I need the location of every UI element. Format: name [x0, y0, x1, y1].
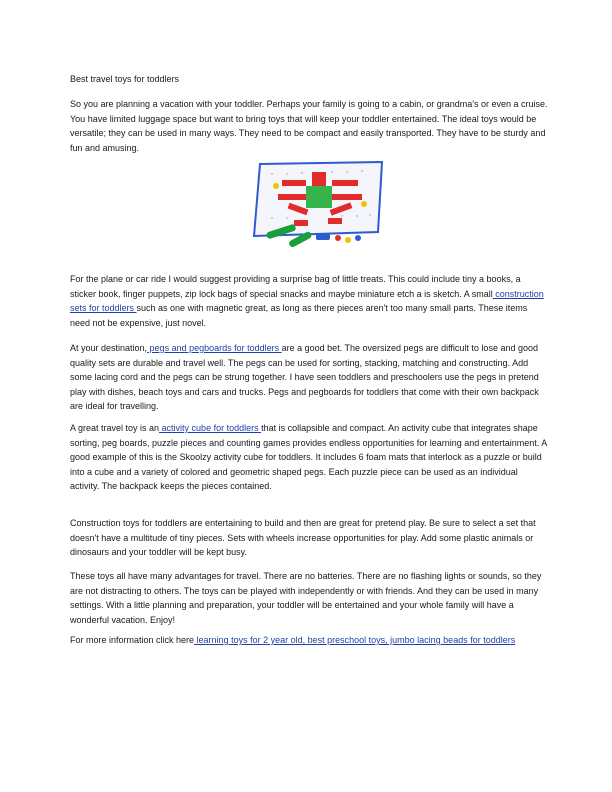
plane-paragraph — [70, 272, 548, 330]
pegboard-icon — [232, 158, 388, 258]
cube-paragraph — [70, 421, 548, 494]
page-title: Best travel toys for toddlers — [70, 74, 180, 84]
more-info-links[interactable]: learning toys for 2 year old, best preschool toys, jumbo lacing beads for toddlers — [194, 635, 516, 645]
destination-text-after: are a good bet. The oversized pegs are difficult to lose and good quality sets are durable and travel well. The pegs can be used for sorting, stacking, matching and constructing. Add some lacing cord and the pegs can be strung together. I have seen toddlers and preschoolers use the pegs in pretend play with dishes, beach toys and cars and trucks. Pegs and pegboards for toddlers that come with their own backpack are ideal for travelling. — [70, 343, 539, 411]
intro-paragraph: So you are planning a vacation with your toddler. Perhaps your family is going to a cabin, or grandma's or even a cruise. You have limited luggage space but want to bring toys that will keep your toddler entertained. The ideal toys would be versatile; they can be used in many ways. They need to be compact and easily transported. They have to be sturdy and fun and amusing. — [70, 99, 548, 153]
construction-sets-link[interactable]: construction sets for toddlers — [70, 288, 544, 313]
plane-text-before: For the plane or car ride I would suggest providing a surprise bag of little treats. This could include tiny a books, a sticker book, finger puppets, zip lock bags of special snacks and maybe miniature etch a is sketch. A small — [70, 274, 521, 299]
destination-paragraph — [70, 341, 548, 414]
cube-text-before: A great travel toy is an — [70, 423, 160, 433]
more-info-text: For more information click here — [70, 635, 195, 645]
pegboard-toy-photo — [232, 158, 388, 258]
advantages-paragraph: These toys all have many advantages for travel. There are no batteries. There are no flashing lights or sounds, so they are not distracting to others. The toys can be played with independently or with friends. And they can be used in many settings. With a little planning and preparation, your toddler will be entertained and your whole family will have a wonderful vacation. Enjoy! — [70, 571, 542, 625]
destination-text-before: At your destination, — [70, 343, 148, 353]
more-info-paragraph — [70, 633, 548, 648]
construction-paragraph: Construction toys for toddlers are entertaining to build and then are great for pretend play. Be sure to select a set that doesn't have a multitude of tiny pieces. Sets with wheels increase opportunities for play. Add some plastic animals or dinosaurs and your toddler will be kept busy. — [70, 518, 536, 557]
plane-text-after: such as one with magnetic great, as long as there pieces aren't too many small parts. These items need not be expensive, just novel. — [70, 303, 528, 328]
activity-cube-link[interactable]: activity cube for toddlers — [159, 423, 262, 433]
pegs-pegboards-link[interactable]: pegs and pegboards for toddlers — [147, 343, 282, 353]
cube-text-after: that is collapsible and compact. An activity cube that integrates shape sorting, peg boards, puzzle pieces and counting games provides endless opportunities for learning and entertainment. A good example of this is the Skoolzy activity cube for toddlers. It includes 6 foam mats that interlock as a puzzle or build into a cube and a variety of colored and geometric shaped pegs. Each puzzle piece can be used as an individual activity. The backpack keeps the pieces contained. — [70, 423, 547, 491]
